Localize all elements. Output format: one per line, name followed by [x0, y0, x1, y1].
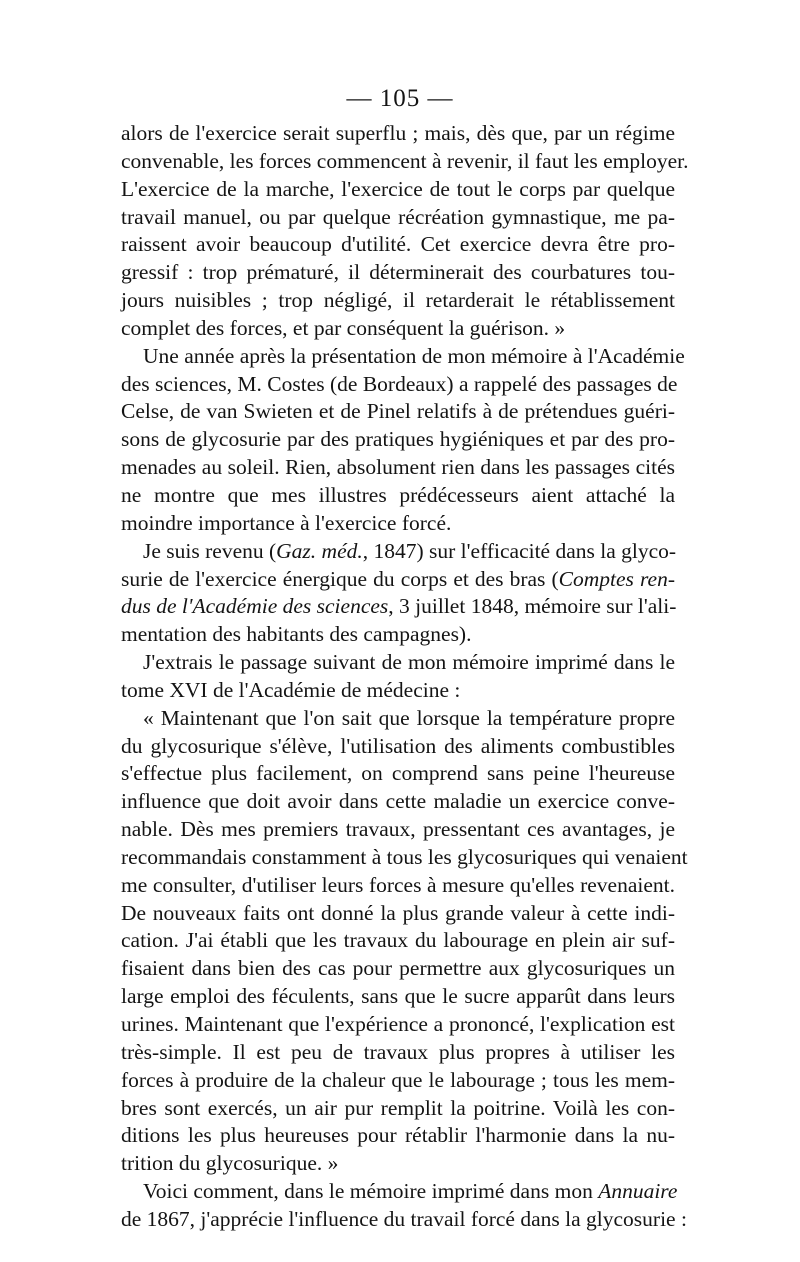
text-segment: très-simple. Il est peu de travaux plus propres à utiliser les [121, 1039, 675, 1064]
text-line [121, 259, 675, 287]
text-line [121, 343, 685, 371]
text-line [121, 176, 675, 204]
italic-text: Gaz. méd. [276, 538, 363, 563]
text-segment: large emploi des féculents, sans que le sucre apparût dans leurs [121, 984, 675, 1009]
text-segment: recommandais constamment à tous les glycosuriques qui venaient [121, 844, 688, 869]
text-line [121, 120, 675, 148]
text-segment: J'extrais le passage suivant de mon mémoire imprimé dans le [143, 650, 675, 675]
text-segment: ditions les plus heureuses pour rétablir l'harmonie dans la nu- [121, 1123, 675, 1148]
text-line [121, 482, 675, 510]
text-segment: s'effectue plus facilement, on comprend sans peine l'heureuse [121, 761, 675, 786]
text-segment: des sciences, M. Costes (de Bordeaux) a rappelé des passages de [121, 371, 678, 396]
text-line [121, 872, 675, 900]
text-segment: du glycosurique s'élève, l'utilisation des aliments combustibles [121, 733, 675, 758]
text-line [121, 426, 675, 454]
text-segment: Je suis revenu ( [143, 538, 277, 563]
text-line [121, 900, 675, 928]
text-segment: jours nuisibles ; trop négligé, il retarderait le rétablissement [121, 288, 675, 313]
text-segment: fisaient dans bien des cas pour permettre aux glycosuriques un [121, 956, 675, 981]
text-line [121, 621, 675, 649]
text-segment: Celse, de van Swieten et de Pinel relatifs à de prétendues guéri- [121, 399, 675, 424]
text-line [121, 287, 675, 315]
text-line [121, 816, 675, 844]
text-segment: urines. Maintenant que l'expérience a prononcé, l'explication est [121, 1012, 675, 1036]
text-line [121, 593, 675, 621]
text-segment: sons de glycosurie par des pratiques hygiéniques et par des pro- [121, 427, 675, 452]
body-text [121, 120, 689, 1234]
text-line [121, 1011, 675, 1039]
text-segment: de 1867, j'apprécie l'influence du travail forcé dans la glycosurie : [121, 1206, 687, 1231]
text-segment: surie de l'exercice énergique du corps et des bras ( [121, 566, 559, 591]
text-line [121, 231, 675, 259]
text-line [121, 760, 675, 788]
text-line [121, 148, 689, 176]
text-line [121, 788, 675, 816]
text-line [121, 733, 675, 761]
text-line [121, 983, 675, 1011]
text-line [121, 315, 675, 343]
text-segment: bres sont exercés, un air pur remplit la poitrine. Voilà les con- [121, 1095, 675, 1120]
text-segment: tome XVI de l'Académie de médecine : [121, 677, 461, 702]
text-segment: gressif : trop prématuré, il déterminerait des courbatures tou- [121, 260, 675, 285]
text-line [121, 1206, 687, 1234]
italic-text: Comptes ren- [558, 566, 675, 591]
text-segment: L'exercice de la marche, l'exercice de tout le corps par quelque [121, 176, 675, 201]
text-segment: moindre importance à l'exercice forcé. [121, 510, 452, 535]
text-line [121, 454, 675, 482]
text-segment: forces à produire de la chaleur que le labourage ; tous les mem- [121, 1067, 675, 1092]
text-line [121, 705, 675, 733]
text-segment: mentation des habitants des campagnes). [121, 622, 472, 647]
text-line [121, 955, 675, 983]
text-line [121, 677, 675, 705]
text-line [121, 566, 675, 594]
text-segment: De nouveaux faits ont donné la plus grande valeur à cette indi- [121, 900, 675, 925]
text-segment: cation. J'ai établi que les travaux du labourage en plein air suf- [121, 928, 675, 953]
text-line [121, 371, 678, 399]
text-segment: , 1847) sur l'efficacité dans la glyco- [362, 538, 677, 563]
text-segment: Une année après la présentation de mon mémoire à l'Académie [143, 343, 685, 368]
text-segment: raissent avoir beaucoup d'utilité. Cet exercice devra être pro- [121, 232, 675, 257]
text-segment: , 3 juillet 1848, mémoire sur l'ali- [388, 594, 677, 619]
text-line [121, 1067, 675, 1095]
text-line [121, 1039, 675, 1067]
italic-text: Annuaire [598, 1179, 678, 1204]
page-number: — 105 — [346, 85, 454, 112]
text-line [121, 398, 675, 426]
text-line [121, 510, 675, 538]
text-segment: trition du glycosurique. » [121, 1151, 339, 1176]
text-line [121, 1178, 678, 1206]
text-line [121, 1095, 675, 1123]
text-segment: travail manuel, ou par quelque récréation gymnastique, me pa- [121, 204, 675, 229]
text-line [121, 1150, 675, 1178]
text-line [121, 204, 675, 232]
text-segment: influence que doit avoir dans cette maladie un exercice conve- [121, 789, 675, 814]
text-line [121, 844, 688, 872]
italic-text: dus de l'Académie des sciences [121, 594, 389, 619]
text-segment: convenable, les forces commencent à revenir, il faut les employer. [121, 148, 689, 173]
text-segment: ne montre que mes illustres prédécesseurs aient attaché la [121, 482, 675, 507]
text-segment: « Maintenant que l'on sait que lorsque la température propre [143, 705, 675, 730]
text-line [121, 538, 675, 566]
text-line [121, 649, 675, 677]
text-segment: me consulter, d'utiliser leurs forces à mesure qu'elles revenaient. [121, 872, 675, 897]
text-line [121, 1122, 675, 1150]
text-segment: menades au soleil. Rien, absolument rien dans les passages cités [121, 455, 675, 480]
text-segment: complet des forces, et par conséquent la guérison. » [121, 315, 566, 340]
text-line [121, 927, 675, 955]
text-segment: nable. Dès mes premiers travaux, pressentant ces avantages, je [121, 817, 675, 842]
text-segment: Voici comment, dans le mémoire imprimé dans mon [143, 1179, 599, 1204]
text-segment: alors de l'exercice serait superflu ; mais, dès que, par un régime [121, 121, 675, 145]
